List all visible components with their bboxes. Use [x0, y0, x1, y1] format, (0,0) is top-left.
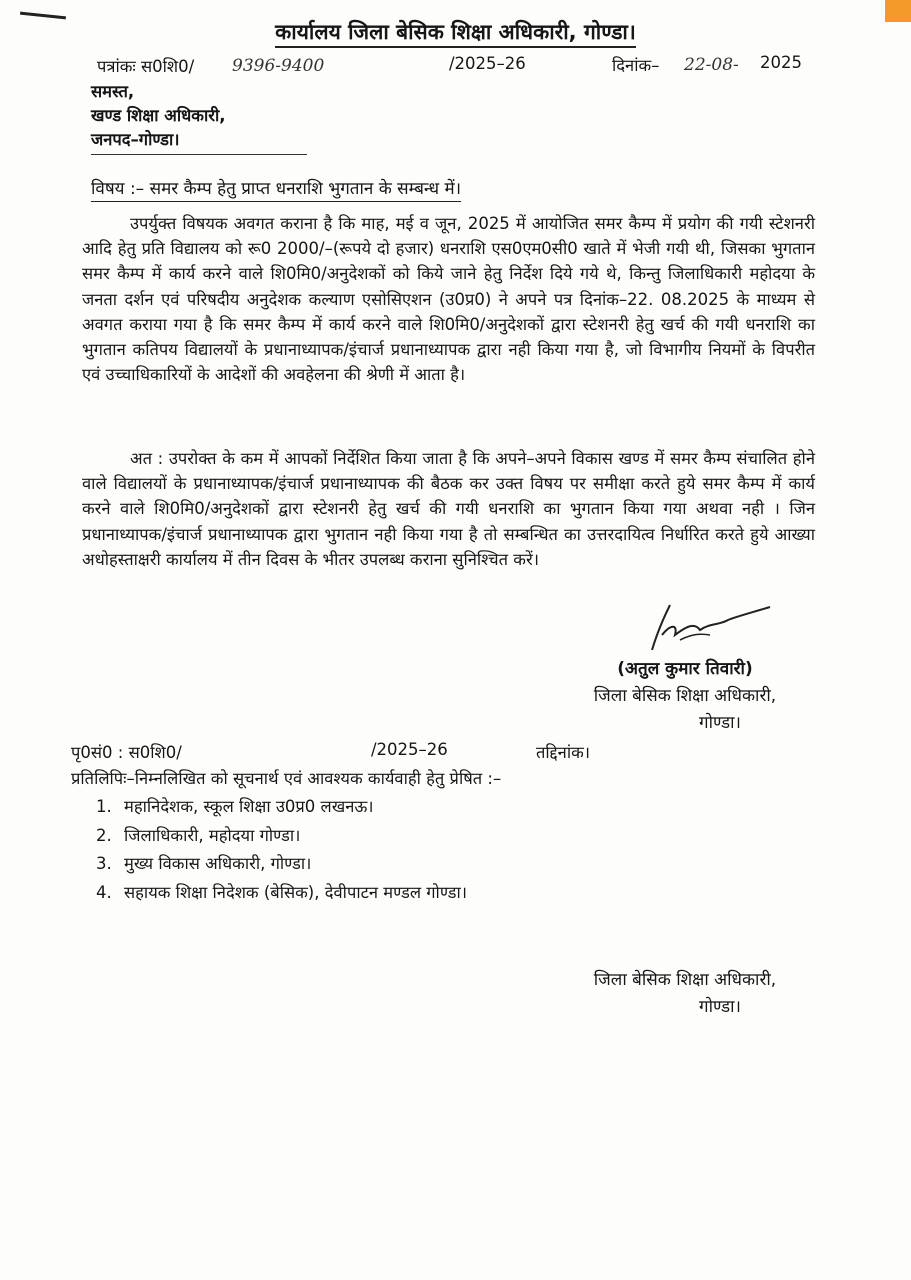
recipient-list: [96, 793, 467, 907]
subject-line: विषय :– समर कैम्प हेतु प्राप्त धनराशि भुगतान के सम्बन्ध में।: [91, 176, 461, 202]
handwritten-date: 22-08-: [684, 55, 739, 75]
footer-signature-block: [560, 967, 810, 1021]
signatory-designation: जिला बेसिक शिक्षा अधिकारी,: [593, 686, 777, 706]
endorsement-ref: पृ0सं0 : स0शि0/: [71, 743, 182, 762]
endorsement-date: तद्दिनांक।: [536, 743, 591, 762]
list-item: 3. मुख्य विकास अधिकारी, गोण्डा।: [96, 854, 312, 873]
signatory-place: गोण्डा।: [699, 713, 741, 733]
endorsement-year: /2025–26: [371, 740, 448, 759]
divider-line: [91, 154, 307, 155]
handwritten-ref-number: 9396-9400: [232, 56, 325, 76]
list-item: 4. सहायक शिक्षा निदेशक (बेसिक), देवीपाटन मण्डल गोण्डा।: [96, 882, 468, 902]
signature-scribble: [640, 595, 780, 665]
list-item: 2. जिलाधिकारी, महोदया गोण्डा।: [96, 825, 301, 845]
addressee-line2: खण्ड शिक्षा अधिकारी,: [91, 106, 226, 125]
signatory-name: (अतुल कुमार तिवारी): [617, 659, 753, 679]
office-title: कार्यालय जिला बेसिक शिक्षा अधिकारी, गोण्डा।: [0, 18, 911, 46]
body-paragraph-1: उपर्युक्त विषयक अवगत कराना है कि माह, मई व जून, 2025 में आयोजित समर कैम्प में प्रयोग की गयी स्टेशनरी आदि हेतु प्रति विद्यालय को रू0 2000/–(रूपये दो हजार) धनराशि एस0एम0सी0 खाते में भेजी गयी थी, जिसका भुगतान समर कैम्प में कार्य करने वाले शि0मि0/अनुदेशकों को किये जाने हेतु निर्देश दिये गये थे, किन्तु जिलाधिकारी महोदया के जनता दर्शन एवं परिषदीय अनुदेशक कल्याण एसोसिएशन (उ0प्र0) ने अपने पत्र दिनांक–22. 08.2025 के माध्यम से अवगत कराया गया है कि समर कैम्प में कार्य करने वाले शि0मि0/अनुदेशकों द्वारा स्टेशनरी हेतु खर्च की गयी धनराशि का भुगतान कतिपय विद्यालयों के प्रधानाध्यापक/इंचार्ज प्रधानाध्यापक द्वारा नही किया गया है, जो विभागीय नियमों के विपरीत एवं उच्चाधिकारियों के आदेशों की अवहेलना की श्रेणी में आता है।: [82, 214, 815, 385]
ref-label: पत्रांकः स0शि0/: [97, 57, 195, 76]
addressee-line3: जनपद–गोण्डा।: [91, 130, 180, 149]
signature-block: [560, 656, 810, 737]
footer-designation: जिला बेसिक शिक्षा अधिकारी,: [593, 970, 777, 990]
date-year: 2025: [760, 53, 802, 72]
copy-heading: प्रतिलिपिः–निम्नलिखित को सूचनार्थ एवं आवश्यक कार्यवाही हेतु प्रेषित :–: [71, 769, 502, 788]
body-paragraph-2: अत : उपरोक्त के कम में आपकों निर्देशित किया जाता है कि अपने–अपने विकास खण्ड में समर कैम्प संचालित होने वाले विद्यालयों के प्रधानाध्यापक/इंचार्ज प्रधानाध्यापक की बैठक कर उक्त विषय पर समीक्षा करते हुये समर कैम्प में कार्य करने वाले शि0मि0/अनुदेशकों द्वारा स्टेशनरी हेतु खर्च की गयी धनराशि का भुगतान किया गया अथवा नही । जिन प्रधानाध्यापक/इंचार्ज प्रधानाध्यापक द्वारा भुगतान नही किया गया है तो सम्बन्धित का उत्तरदायित्व निर्धारित करते हुये आख्या अधोहस्ताक्षरी कार्यालय में तीन दिवस के भीतर उपलब्ध कराना सुनिश्चित करें।: [82, 449, 815, 569]
list-item: 1. महानिदेशक, स्कूल शिक्षा उ0प्र0 लखनऊ।: [96, 797, 374, 816]
ref-year: /2025–26: [449, 54, 526, 73]
addressee-line1: समस्त,: [91, 82, 135, 101]
date-label: दिनांक–: [612, 56, 660, 75]
footer-place: गोण्डा।: [699, 997, 741, 1017]
